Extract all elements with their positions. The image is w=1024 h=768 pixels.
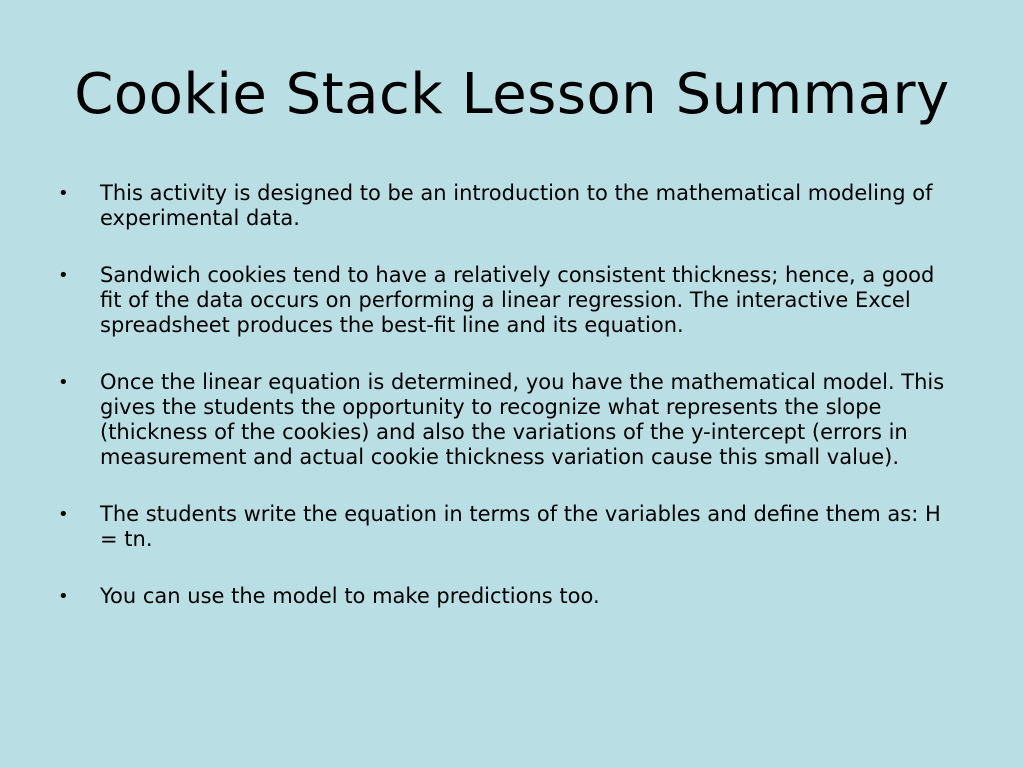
bullet-text: You can use the model to make predictions too. — [100, 584, 600, 608]
bullet-text: This activity is designed to be an introduction to the mathematical modeling of experimental data. — [100, 181, 933, 230]
bullet-icon: • — [58, 265, 69, 286]
bullet-icon: • — [58, 586, 69, 607]
bullet-icon: • — [58, 372, 69, 393]
slide-title: Cookie Stack Lesson Summary — [74, 62, 950, 127]
bullet-icon: • — [58, 183, 69, 204]
bullet-text: Once the linear equation is determined, you have the mathematical model. This gives the students the opportunity to recognize what represents the slope (thickness of the cookies) and also the variations of the y-intercept (errors in measurement and actual cookie thickness variation cause this small value). — [100, 370, 945, 469]
bullet-item — [58, 263, 958, 338]
bullet-list — [58, 181, 958, 641]
bullet-text: Sandwich cookies tend to have a relatively consistent thickness; hence, a good fit of the data occurs on performing a linear regression. The interactive Excel spreadsheet produces the best-fit line and its equation. — [100, 263, 935, 337]
bullet-icon: • — [58, 504, 69, 525]
bullet-item — [58, 181, 958, 231]
bullet-item — [58, 370, 958, 470]
bullet-item — [58, 502, 958, 552]
bullet-text: The students write the equation in terms of the variables and define them as: H = tn. — [100, 502, 941, 551]
bullet-item — [58, 584, 958, 609]
